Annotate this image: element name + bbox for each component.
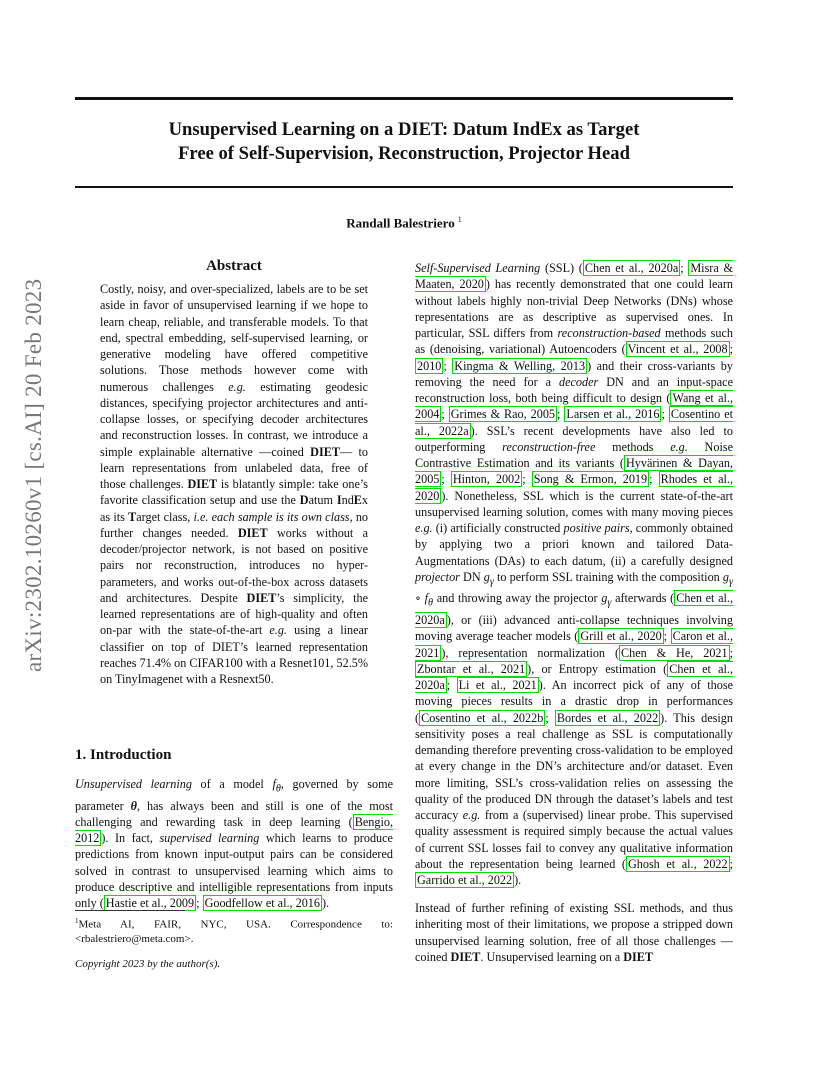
citation-link[interactable]: Wang et al., 2004 (415, 391, 733, 422)
abstract-body: Costly, noisy, and over-specialized, labels are to be set aside in favor of unsupervised learning if we hope to learn cheap, reliable, and transferable models. To that end, spectral embedding, self-supervised learning, or generative modeling have offered competitive solutions. Those methods however come with numerous challenges e.g. estimating geodesic distances, specifying projector architectures and anti-collapse losses, or specifying decoder architectures and reconstruction losses. In contrast, we introduce a simple explainable alternative —coined DIET— to learn representations from unlabeled data, free of those challenges. DIET is blatantly simple: take one’s favorite classification setup and use the Datum IndEx as its Target class, i.e. each sample is its own class, no further changes needed. DIET works without a decoder/projector network, is not based on positive pairs nor reconstruction, introduces no hyper-parameters, and works out-of-the-box across datasets and architectures. Despite DIET’s simplicity, the learned representations are of high-quality and often on-par with the state-of-the-art e.g. using a linear classifier on top of DIET’s learned representation reaches 71.4% on CIFAR100 with a Resnet101, 52.5% on TinyImagenet with a Resnext50. (100, 282, 369, 686)
arxiv-stamp: arXiv:2302.10260v1 [cs.AI] 20 Feb 2023 (21, 278, 46, 672)
introduction-paragraph: Unsupervised learning of a model $f_\theta$, governed by some parameter θ, has always been and still is one of the most challenging and rewarding task in deep learning ( Bengio, 2012 ). In fact, supervised learning which learns to produce predictions from known input-output pairs can be considered solved in contrast to unsupervised learning which aims to produce descriptive and intelligible representations from inputs only ( Hastie et al., 2009 ; Goodfellow et al., 2016 ). (75, 777, 393, 911)
author-line (75, 215, 733, 231)
citation-link[interactable]: Bordes et al., 2022 (556, 710, 659, 725)
citation-link[interactable]: Kingma & Welling, 2013 (454, 358, 586, 373)
citation-link[interactable]: Zbontar et al., 2021 (417, 661, 526, 676)
footnote (75, 914, 393, 947)
abstract-heading: Abstract (206, 258, 262, 274)
citation-link[interactable]: Song & Ermon, 2019 (533, 472, 648, 487)
footnote-rule (75, 910, 185, 911)
author-affiliation-mark: 1 (457, 215, 462, 224)
citation-link[interactable]: Misra & Maaten, 2020 (415, 261, 733, 292)
citation-link[interactable]: Rhodes et al., 2020 (415, 472, 734, 503)
right-column-paragraph-1: Self-Supervised Learning (SSL) ( Chen et al., 2020a ; Misra & Maaten, 2020 ) has recently demonstrated that one could learn without labels highly non-trivial Deep Networks (DNs) whose representations are as descriptive as supervised ones. In particular, SSL differs from reconstruction-based methods such as (denoising, variational) Autoencoders ( Vincent et al., 2008 ; 2010 ; Kingma & Welling, 2013 ) and their cross-variants by removing the need for a decoder DN and an input-space reconstruction loss, both being difficult to design ( Wang et al., 2004 ; Grimes & Rao, 2005 ; Larsen et al., 2016 ; Cosentino et al., 2022a ). SSL’s recent developments have also led to outperforming reconstruction-free methods e.g. Noise Contrastive Estimation and its variants ( Hyvärinen & Dayan, 2005 ; Hinton, 2002 ; Song & Ermon, 2019 ; Rhodes et al., 2020 ). Nonetheless, SSL which is the current state-of-the-art unsupervised learning solution, comes with many moving pieces e.g. (i) artificially constructed positive pairs, commonly obtained by applying two a priori known and tailored Data-Augmentations (DAs) to each datum, (ii) a carefully designed projector DN $g_\gamma$ to perform SSL training with the composition $g_\gamma$ ∘ $f_\theta$ and throwing away the projector $g_\gamma$ afterwards ( Chen et al., 2020a ), or (iii) advanced anti-collapse techniques involving moving average teacher models ( Grill et al., 2020 ; Caron et al., 2021 ), representation normalization ( Chen & He, 2021 ; Zbontar et al., 2021 ), or Entropy estimation ( Chen et al., 2020a ; Li et al., 2021 ). An incorrect pick of any of those moving pieces results in a drastic drop in performances ( Cosentino et al., 2022b ; Bordes et al., 2022 ). This design sensitivity poses a real challenge as SSL is computationally demanding therefore preventing cross-validation to be employed at every change in the DN’s architecture and/or dataset. Even more limiting, SSL’s cross-validation relies on assessing the quality of the produced DN through the dataset’s labels and test accuracy e.g. from a (supervised) linear probe. This supervised quality assessment is required simply because the actual values of current SSL losses fail to convey any qualitative information about the representation being learned ( Ghosh et al., 2022 ; Garrido et al., 2022 ). (415, 261, 734, 888)
citation-link[interactable]: Bengio, 2012 (75, 814, 393, 846)
citation-link[interactable]: Goodfellow et al., 2016 (204, 896, 320, 911)
citation-link[interactable]: Larsen et al., 2016 (566, 407, 660, 422)
citation-link[interactable]: Caron et al., 2021 (415, 629, 733, 660)
citation-link[interactable]: Hastie et al., 2009 (105, 896, 195, 911)
right-column-paragraph-2: Instead of further refining of existing SSL methods, and thus inheriting most of their limitations, we propose a stripped down unsupervised learning solution, free of all those challenges —coined DIET. Unsupervised learning on a DIET (415, 901, 733, 964)
citation-link[interactable]: Garrido et al., 2022 (417, 873, 513, 888)
citation-link[interactable]: Chen et al., 2020a (415, 591, 733, 628)
citation-link[interactable]: Vincent et al., 2008 (627, 342, 728, 357)
citation-link[interactable]: Grimes & Rao, 2005 (450, 407, 556, 422)
citation-link[interactable]: Cosentino et al., 2022b (421, 710, 544, 725)
title-line-1: Unsupervised Learning on a DIET: Datum IndEx as Target (168, 119, 640, 140)
copyright-notice: Copyright 2023 by the author(s). (75, 958, 221, 970)
title-line-2: Free of Self-Supervision, Reconstruction, Projector Head (178, 143, 630, 164)
citation-link[interactable]: Chen et al., 2020a (584, 261, 679, 275)
author-name: Randall Balestriero (346, 215, 455, 231)
citation-link[interactable]: Cosentino et al., 2022a (415, 407, 734, 438)
citation-link[interactable]: 2010 (417, 358, 442, 373)
title-bottom-rule (75, 186, 733, 188)
citation-link[interactable]: Hinton, 2002 (452, 472, 521, 487)
citation-link[interactable]: Chen et al., 2020a (415, 661, 733, 693)
citation-link[interactable]: Li et al., 2021 (458, 678, 537, 693)
paper-title (75, 118, 733, 166)
footnote-mark: 1 (75, 917, 79, 925)
citation-link[interactable]: Chen & He, 2021 (621, 645, 728, 660)
citation-link[interactable]: Grill et al., 2020 (580, 629, 662, 644)
section-heading-introduction: 1. Introduction (75, 747, 172, 763)
footnote-text: Meta AI, FAIR, NYC, USA. Correspondence to: <rbalestriero@meta.com>. (75, 918, 393, 946)
citation-link[interactable]: Ghosh et al., 2022 (627, 856, 728, 871)
citation-link[interactable]: Hyvärinen & Dayan, 2005 (415, 456, 734, 487)
title-top-rule (75, 97, 733, 100)
